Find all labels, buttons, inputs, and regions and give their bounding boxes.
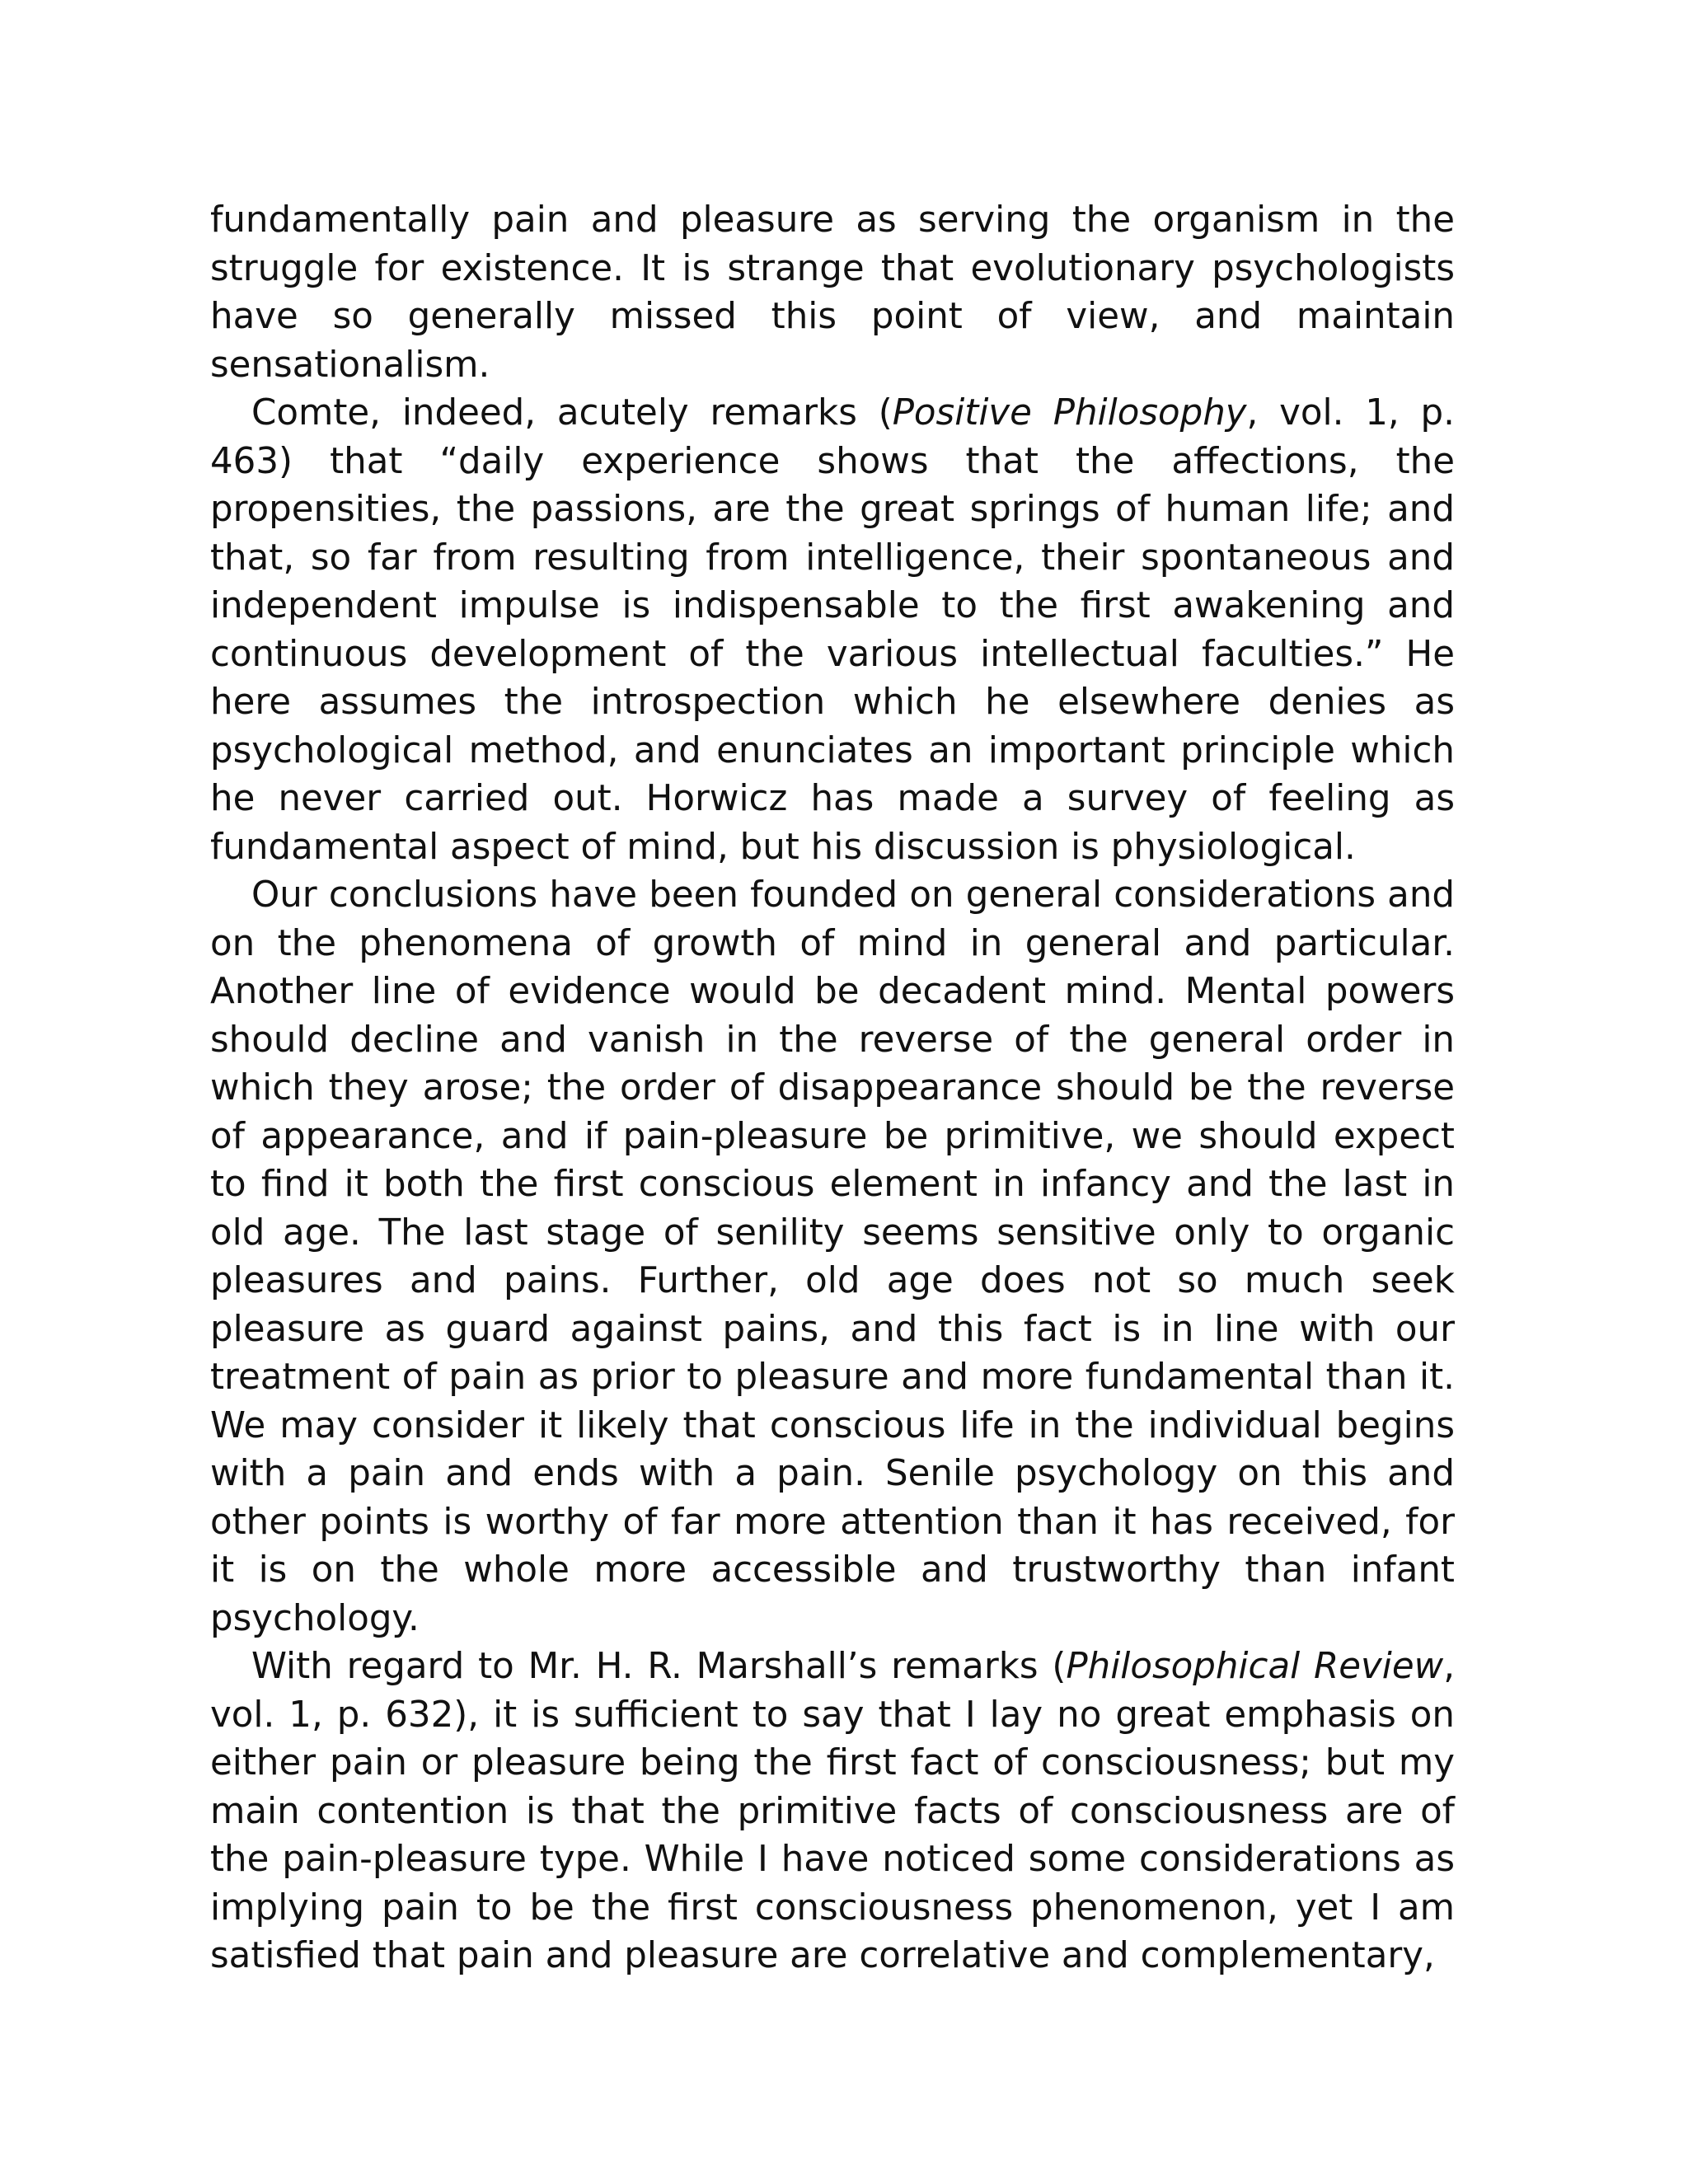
paragraph-3-text: Our conclusions have been founded on general considerations and on the phenomena of growth of mind in general and particular. Another line of evidence would be decadent mind. Mental powers should decline and vanish in the reverse of the general order in which they arose; the order of disappearance should be the reverse of appearance, and if pain-pleasure be primitive, we should expect to find it both the first conscious element in infancy and the last in old age. The last stage of senility seems sensitive only to organic pleasures and pains. Further, old age does not so much seek pleasure as guard against pains, and this fact is in line with our treatment of pain as prior to pleasure and more fundamental than it. We may consider it likely that conscious life in the individual begins with a pain and ends with a pain. Senile psychology on this and other points is worthy of far more attention than it has received, for it is on the whole more accessible and trustworthy than infant psychology. bbox=[210, 874, 1455, 1639]
paragraph-1-text: fundamentally pain and pleasure as serving the organism in the struggle for existence. It is strange that evolutionary psychologists have so generally missed this point of view, and maintain sensationalism. bbox=[210, 199, 1455, 386]
paragraph-2-text-a: Comte, indeed, acutely remarks ( bbox=[251, 392, 893, 434]
paragraph-4-text-b: , vol. 1, p. 632), it is sufficient to say that I lay no great emphasis on either pain or pleasure being the first fact of consciousness; but my main contention is that the primitive facts of consciousness are of the pain-pleasure type. While I have noticed some considerations as implying pain to be the first consciousness phenomenon, yet I am satisfied that pain and pleasure are correlative and complementary, bbox=[210, 1646, 1456, 1976]
paragraph-2 bbox=[210, 389, 1455, 871]
paragraph-3 bbox=[210, 871, 1455, 1643]
paragraph-1 bbox=[210, 196, 1455, 389]
paragraph-2-text-b: , vol. 1, p. 463) that “daily experience shows that the affections, the propensities, the passions, are the great springs of human life; and that, so far from resulting from intelligence, their spontaneous and independent impulse is indispensable to the first awakening and continuous development of the various intellectual faculties.” He here assumes the introspection which he elsewhere denies as psychological method, and enunciates an important principle which he never carried out. Horwicz has made a survey of feeling as fundamental aspect of mind, but his discussion is physiological. bbox=[210, 392, 1455, 868]
book-title-positive-philosophy: Positive Philosophy bbox=[892, 392, 1247, 434]
paragraph-4-text-a: With regard to Mr. H. R. Marshall’s remarks ( bbox=[251, 1646, 1067, 1687]
journal-title-philosophical-review: Philosophical Review bbox=[1066, 1646, 1444, 1687]
page-body bbox=[210, 196, 1455, 1980]
paragraph-4 bbox=[210, 1643, 1455, 1980]
